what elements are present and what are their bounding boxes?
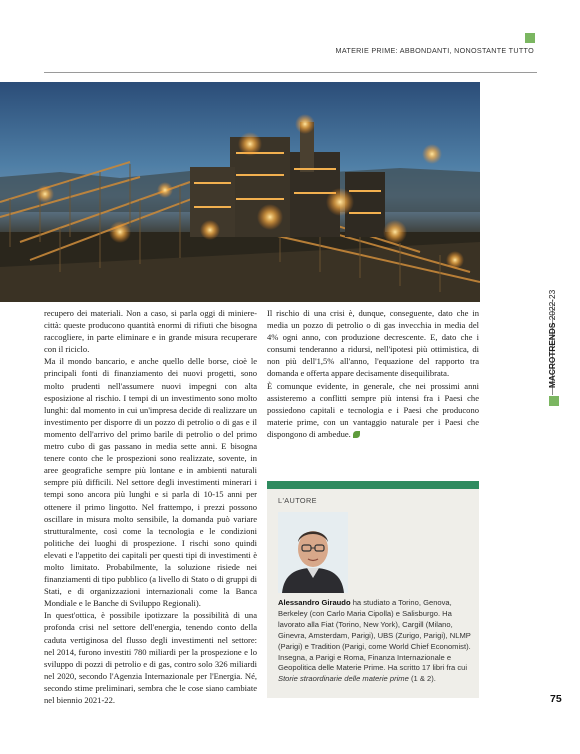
author-bio [278,598,474,685]
header-divider [44,72,537,73]
page-number: 75 [550,693,562,705]
paragraph: recupero dei materiali. Non a caso, si parla oggi di miniere-città: queste producono quantità enormi di rifiuti che bisogna raccogliere, in parte eliminare e in grande misura recuperare con il riciclo. [44,308,257,355]
author-bio-end: (1 & 2). [408,674,436,684]
sidebar-brand-name: MACROTRENDS [547,322,557,388]
author-box [267,481,479,698]
paragraph: In quest'ottica, è possibile ipotizzare la possibilità di una profonda crisi nel settore dell'energia, tenendo conto della caduta vertiginosa del flusso degli investimenti nel settore: nel 2014, furono investiti 780 miliardi per la prospezione e lo sviluppo di pozzi di petrolio e di gas, contro solo 326 miliardi nel 2020, secondo l'Agenzia Internazionale per l'Energia. Né, secondo stime preliminari, sembra che le cose siano cambiate nel biennio 2021-22. [44,610,257,705]
paragraph: Il rischio di una crisi è, dunque, conseguente, dato che in media un pozzo di petrolio o di gas invecchia in media del 4% ogni anno, con produzione decrescente. E, dato che i consumi tenderanno a ridursi, nell'ipotesi più ottimistica, di non più dell'1,5% all'anno, l'equazione del rapporto tra domanda e offerta appare decisamente disequilibrata. [267,308,479,379]
sidebar-accent-square [549,396,559,406]
sidebar-brand-year: 2022-23 [547,289,557,323]
header-accent-square [525,33,535,43]
author-bio-text: ha studiato a Torino, Genova, Berkeley (con Carlo Maria Cipolla) e Salisburgo. Ha lavorato alla Fiat (Torino, New York), Cargill (Milano, Ginevra, Amsterdam, Parigi), UBS (Zurigo, Parigi), NLMP (Parigi) e Tradition (Parigi, come World Chief Economist). Insegna, a Parigi e Roma, Finanza Internazionale e Geopolitica delle Materie Prime. Ha scritto 17 libri fra cui [278,598,471,673]
author-book-title: Storie straordinarie delle materie prime [278,674,409,684]
leaf-end-icon [353,431,360,438]
paragraph-text: È comunque evidente, in generale, che nei prossimi anni assisteremo a conflitti sempre più intensi fra i Paesi che possiedono capitali e tecnologia e i Paesi che producono materie prime, con un vantaggio naturale per i Paesi che dispongono di ambedue. [267,380,479,439]
paragraph: Ma il mondo bancario, e anche quello delle borse, cioè le principali fonti di finanziamento dei nuovi progetti, sono molto prudenti nell'assumere nuovi impegni con alta esposizione al rischio. I tempi di un investimento sono molto lunghi: dal momento in cui un'impresa decide di realizzare un investimento per disporre di un pozzo di petrolio o di gas e il momento dell'arrivo del primo barile di petrolio o del primo metro cubo di gas passano in media sette anni. E bisogna tenere conto che le prospezioni sono realizzate, sovente, in aree geografiche sempre più lontane e in ambienti naturali sempre più difficili. Nel settore degli investimenti minerari i tempi sono ancora più lunghi e si parla di 10-15 anni per ottenere il primo lingotto. Nel frattempo, i prezzi possono oscillare in misura molto sensibile, la domanda può variare strutturalmente, così come la tecnologia e le condizioni politiche dei luoghi di prospezione. I rischi sono quindi elevati e l'appetito dei capitali per questi tipi di investimenti è molto limitato. Probabilmente, la soluzione risiede nei finanziamenti di tipo pubblico (a livello di Stato o di gruppi di Stati, e di organizzazioni internazionali come la Banca Mondiale e le Banche di Sviluppo Regionali). [44,356,257,609]
paragraph [267,380,479,440]
author-portrait-icon [278,512,348,593]
section-title: MATERIE PRIME: ABBONDANTI, NONOSTANTE TUTTO [335,46,534,55]
author-name: Alessandro Giraudo [278,598,351,607]
author-box-top-bar [267,481,479,489]
author-label: L'AUTORE [278,496,317,505]
article-column-left [44,307,257,706]
mine-plant-photo [0,82,480,302]
sidebar-brand [547,290,557,388]
article-column-right [267,307,479,440]
